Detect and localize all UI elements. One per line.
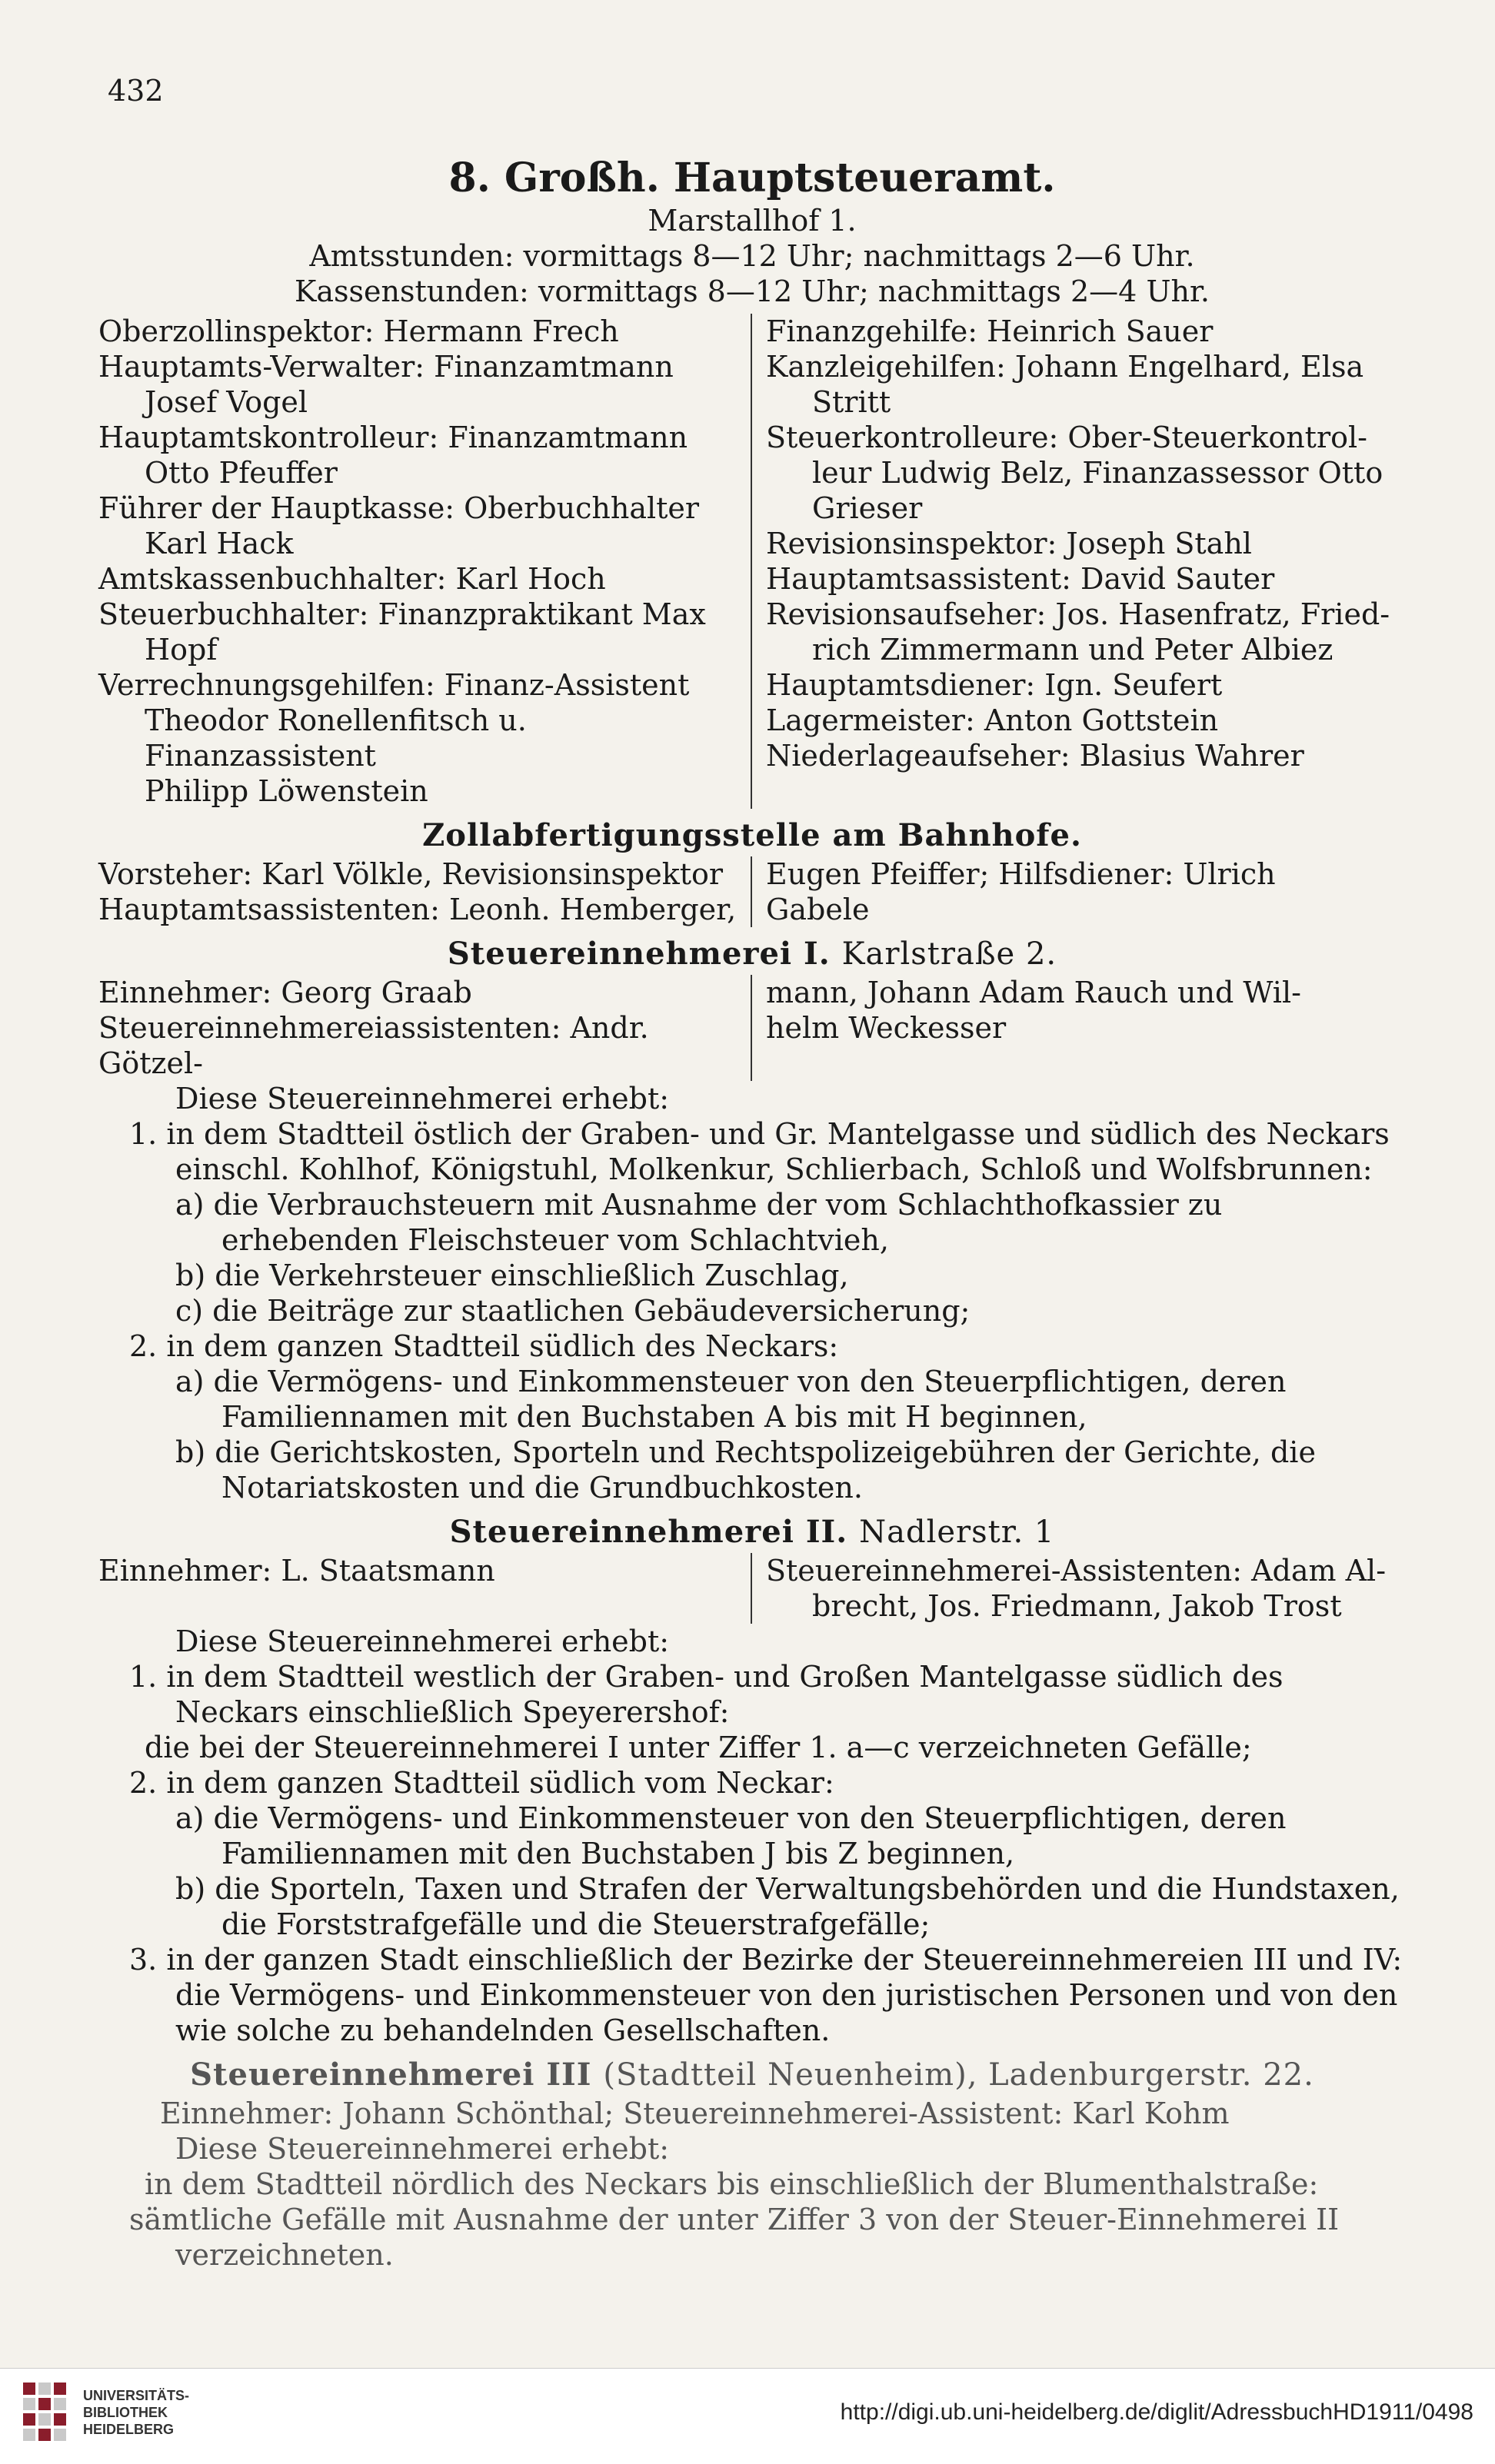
staff-entry-line: Finanzgehilfe: Heinrich Sauer [766,314,1214,348]
staff-entry-line: rich Zimmermann und Peter Albiez [812,633,1334,667]
zoll-left-line: Hauptamtsassistenten: Leonh. Hemberger, [98,893,737,926]
library-logo-icon [23,2383,72,2452]
zoll-left [98,856,752,927]
duty-item: in dem Stadtteil nördlich des Neckars bis einschließlich der Blumenthalstraße: [145,2167,1319,2201]
se2-columns [98,1553,1406,1624]
se1-duties [98,1116,1406,1505]
se1-left-line: Einnehmer: Georg Graab [98,976,472,1009]
library-footer [0,2368,1495,2464]
cash-hours: Kassenstunden: vormittags 8—12 Uhr; nachmittags 2—4 Uhr. [294,274,1210,308]
se3-intro: Diese Steuereinnehmerei erhebt: [175,2132,670,2166]
source-url-link[interactable]: http://digi.ub.uni-heidelberg.de/diglit/AdressbuchHD1911/0498 [840,2399,1473,2425]
se2-title: Steuereinnehmerei II. [449,1514,848,1550]
staff-entry-line: Lagermeister: Anton Gottstein [766,703,1219,737]
staff-entry [766,561,1406,597]
page-content [98,154,1406,2273]
staff-entry [766,597,1406,667]
se3-address: (Stadtteil Neuenheim), Ladenburgerstr. 22. [603,2057,1314,2093]
staff-entry-line: Theodor Ronellenfitsch u. Finanzassistent [145,703,527,773]
library-name-line: UNIVERSITÄTS- [83,2388,190,2403]
duty-item: a) die Vermögens- und Einkommensteuer von den Steuerpflichtigen, deren Familiennamen mit den Buchstaben A bis mit H beginnen, [175,1365,1287,1434]
zoll-right-line: Gabele [766,893,870,926]
duty-item: a) die Vermögens- und Einkommensteuer von den Steuerpflichtigen, deren Familiennamen mit den Buchstaben J bis Z beginnen, [175,1801,1287,1870]
page-number: 432 [108,74,164,108]
staff-left-column [98,314,752,809]
staff-entry-line: Kanzleigehilfen: Johann Engelhard, Elsa [766,350,1364,384]
se2-duties [98,1659,1406,2048]
staff-entry-line: Philipp Löwenstein [145,774,428,808]
se1-title: Steuereinnehmerei I. [447,936,831,972]
staff-entry-line: Hauptamtsassistent: David Sauter [766,562,1275,596]
staff-entry [98,561,740,597]
staff-entry-line: Hopf [145,633,218,667]
staff-columns [98,314,1406,809]
se2-left-line: Einnehmer: L. Staatsmann [98,1554,495,1588]
zoll-columns [98,856,1406,927]
duty-item: a) die Verbrauchsteuern mit Ausnahme der vom Schlachthofkassier zu erhebenden Fleischsteuer vom Schlachtvieh, [175,1188,1223,1257]
zoll-right-line: Eugen Pfeiffer; Hilfsdiener: Ulrich [766,857,1276,891]
section-title-se2 [98,1511,1406,1553]
se3-title: Steuereinnehmerei III [190,2057,592,2093]
duty-item: c) die Beiträge zur staatlichen Gebäudeversicherung; [175,1294,971,1328]
library-name-line: HEIDELBERG [83,2422,175,2437]
se2-right-line: brecht, Jos. Friedmann, Jakob Trost [812,1589,1342,1623]
duty-item: b) die Gerichtskosten, Sporteln und Rechtspolizeigebühren der Gerichte, die Notariatskosten und die Grundbuchkosten. [175,1435,1316,1505]
se1-right [752,975,1406,1081]
library-name [83,2387,189,2438]
staff-entry [766,738,1406,773]
duty-item: sämtliche Gefälle mit Ausnahme der unter Ziffer 3 von der Steuer-Einnehmerei II verzeichneten. [129,2203,1340,2272]
staff-entry [98,597,740,667]
duty-item: 1. in dem Stadtteil westlich der Graben- und Großen Mantelgasse südlich des Neckars einschließlich Speyerershof: [129,1660,1284,1729]
se1-intro: Diese Steuereinnehmerei erhebt: [175,1082,670,1116]
staff-entry-line: Josef Vogel [145,385,308,419]
zoll-right [752,856,1406,927]
staff-entry-line: Otto Pfeuffer [145,456,338,490]
duty-item: die bei der Steuereinnehmerei I unter Ziffer 1. a—c verzeichneten Gefälle; [145,1731,1252,1764]
staff-entry-line: Revisionsaufseher: Jos. Hasenfratz, Fried- [766,597,1390,631]
staff-entry-line: Hauptamtsdiener: Ign. Seufert [766,668,1223,702]
se2-left [98,1553,752,1624]
se1-columns [98,975,1406,1081]
office-address: Marstallhof 1. [648,204,857,238]
se1-right-line: helm Weckesser [766,1011,1007,1045]
duty-item: 2. in dem ganzen Stadtteil südlich vom Neckar: [129,1766,834,1800]
staff-entry [766,349,1406,420]
staff-entry-line: Grieser [812,491,923,525]
staff-entry [98,490,740,561]
staff-right-column [752,314,1406,809]
se3-duties [98,2166,1406,2273]
se2-right-line: Steuereinnehmerei-Assistenten: Adam Al- [766,1554,1387,1588]
section-title-zoll: Zollabfertigungsstelle am Bahnhofe. [422,817,1082,853]
duty-item: 1. in dem Stadtteil östlich der Graben- und Gr. Mantelgasse und südlich des Neckars einschl. Kohlhof, Königstuhl, Molkenkur, Schlierbach, Schloß und Wolfsbrunnen: [129,1117,1390,1186]
se1-right-line: mann, Johann Adam Rauch und Wil- [766,976,1301,1009]
page-title: 8. Großh. Hauptsteueramt. [448,155,1056,201]
staff-entry [766,667,1406,703]
staff-entry [766,703,1406,738]
staff-entry-line: Niederlageaufseher: Blasius Wahrer [766,739,1304,773]
se3-staff: Einnehmer: Johann Schönthal; Steuereinnehmerei-Assistent: Karl Kohm [160,2097,1230,2130]
se1-left-line: Steuereinnehmereiassistenten: Andr. Götzel- [98,1011,649,1080]
staff-entry [98,314,740,349]
staff-entry [98,349,740,420]
se2-intro: Diese Steuereinnehmerei erhebt: [175,1624,670,1658]
staff-entry-line: Karl Hack [145,527,294,560]
staff-entry [98,667,740,809]
staff-entry-line: Oberzollinspektor: Hermann Frech [98,314,619,348]
staff-entry-line: Revisionsinspektor: Joseph Stahl [766,527,1252,560]
duty-item: 2. in dem ganzen Stadtteil südlich des Neckars: [129,1329,839,1363]
staff-entry-line: Führer der Hauptkasse: Oberbuchhalter [98,491,700,525]
duty-item: b) die Verkehrsteuer einschließlich Zuschlag, [175,1259,849,1292]
se1-left [98,975,752,1081]
staff-entry-line: Steuerbuchhalter: Finanzpraktikant Max [98,597,706,631]
zoll-left-line: Vorsteher: Karl Völkle, Revisionsinspektor [98,857,724,891]
library-name-line: BIBLIOTHEK [83,2405,168,2420]
staff-entry-line: Verrechnungsgehilfen: Finanz-Assistent [98,668,690,702]
se2-right [752,1553,1406,1624]
staff-entry [766,420,1406,526]
duty-item: 3. in der ganzen Stadt einschließlich der Bezirke der Steuereinnehmereien III und IV: die Vermögens- und Einkommensteuer von den juristischen Personen und von den wie solche zu behandelnden Gesellschaften. [129,1943,1403,2047]
staff-entry-line: Amtskassenbuchhalter: Karl Hoch [98,562,606,596]
se2-address: Nadlerstr. 1 [859,1515,1055,1550]
staff-entry-line: Steuerkontrolleure: Ober-Steuerkontrol- [766,421,1367,454]
staff-entry-line: Stritt [812,385,891,419]
staff-entry [98,420,740,490]
se1-address: Karlstraße 2. [841,936,1057,972]
office-hours: Amtsstunden: vormittags 8—12 Uhr; nachmittags 2—6 Uhr. [309,239,1195,273]
staff-entry-line: Hauptamts-Verwalter: Finanzamtmann [98,350,674,384]
staff-entry [766,314,1406,349]
staff-entry [766,526,1406,561]
staff-entry-line: leur Ludwig Belz, Finanzassessor Otto [812,456,1383,490]
section-title-se1 [98,933,1406,975]
staff-entry-line: Hauptamtskontrolleur: Finanzamtmann [98,421,688,454]
duty-item: b) die Sporteln, Taxen und Strafen der Verwaltungsbehörden und die Hundstaxen, die Forststrafgefälle und die Steuerstrafgefälle; [175,1872,1400,1941]
section-title-se3 [98,2054,1406,2096]
